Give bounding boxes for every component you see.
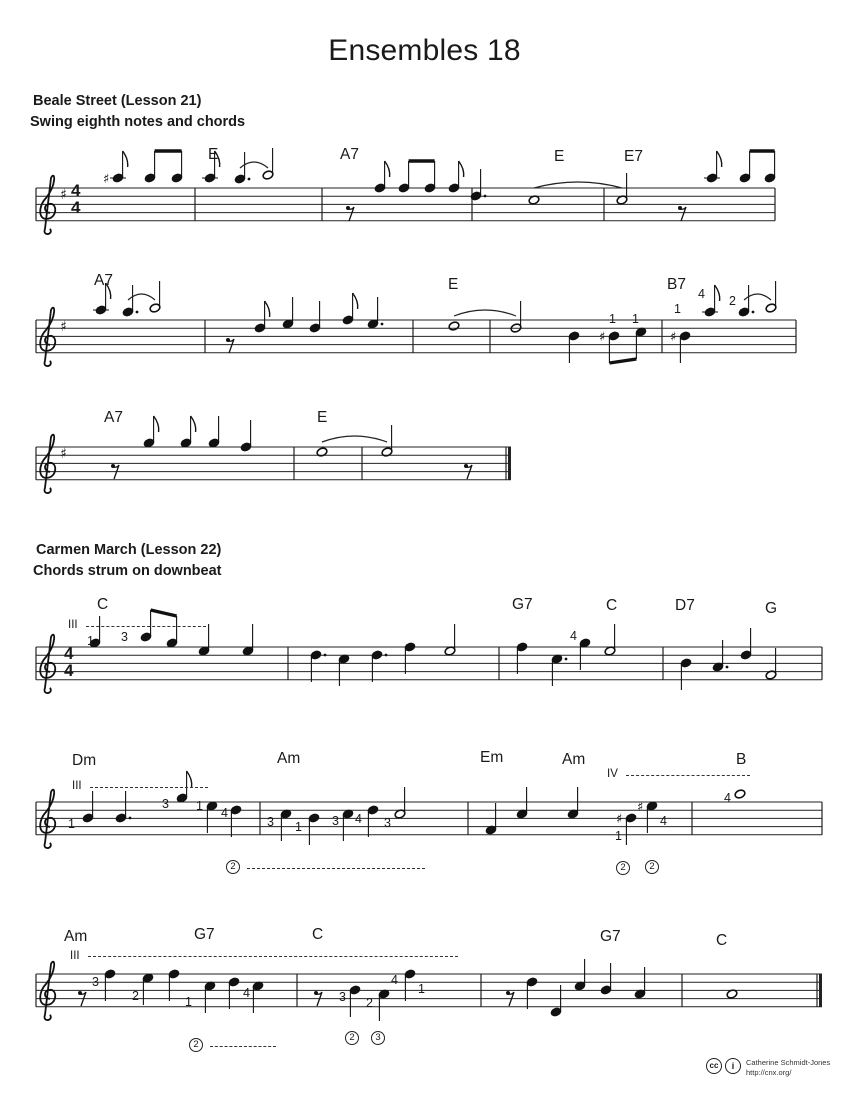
chord-symbol: C (606, 597, 618, 614)
carmen-heading: Carmen March (Lesson 22) (36, 542, 222, 558)
fingering-number: 2 (729, 294, 736, 308)
fingering-number: 1 (615, 829, 622, 843)
fingering-number: 4 (221, 806, 228, 820)
beale-heading: Beale Street (Lesson 21) (33, 93, 202, 109)
fingering-number: 1 (418, 982, 425, 996)
key-signature-sharp-icon: ♯ (60, 187, 67, 203)
fingering-number: 4 (243, 986, 250, 1000)
music-note (739, 151, 751, 183)
music-note (342, 809, 354, 841)
staff (36, 447, 511, 480)
fingering-number: 4 (724, 791, 731, 805)
chord-symbol: B7 (667, 276, 686, 293)
music-note (280, 809, 292, 841)
chord-symbol: E7 (624, 148, 643, 165)
music-note (599, 330, 620, 363)
tie-slur (534, 182, 622, 188)
position-extension-line (88, 956, 458, 957)
music-note (122, 285, 138, 317)
music-note (371, 650, 387, 682)
fingering-number: 3 (339, 990, 346, 1004)
fingering-number: 1 (185, 995, 192, 1009)
final-barline (819, 974, 822, 1007)
attribution-icon: i (725, 1058, 741, 1074)
music-note (204, 981, 216, 1013)
position-marker: III (70, 950, 80, 962)
music-note (444, 624, 456, 656)
music-note (252, 981, 264, 1013)
music-note (485, 803, 497, 835)
carmen-time-sig-top: 4 (64, 644, 74, 663)
svg-text:♯: ♯ (637, 800, 644, 815)
position-extension-line (90, 787, 208, 788)
music-note (394, 787, 406, 819)
music-note (378, 989, 390, 1021)
music-note (704, 151, 722, 183)
music-note (738, 285, 754, 317)
chord-symbol: Am (64, 928, 88, 945)
music-note (166, 616, 178, 648)
music-note (367, 297, 383, 329)
chord-symbol: G7 (600, 928, 621, 945)
chord-symbol: A7 (340, 146, 359, 163)
music-note (282, 297, 294, 329)
final-barline (508, 447, 511, 480)
fingering-number: 3 (267, 815, 274, 829)
svg-text:♯: ♯ (599, 330, 606, 345)
eighth-rest-icon (346, 206, 354, 221)
string-number-circle: 3 (371, 1031, 385, 1045)
music-note (516, 787, 528, 819)
music-note (670, 330, 691, 363)
chord-symbol: D7 (675, 597, 695, 614)
staff (36, 802, 822, 835)
fingering-number: 2 (366, 996, 373, 1010)
chord-symbol: Am (562, 751, 586, 768)
music-note (349, 985, 361, 1017)
music-note (230, 805, 242, 837)
music-note (103, 151, 128, 187)
music-note (404, 642, 416, 674)
music-note (262, 148, 274, 180)
music-note (168, 969, 180, 1001)
music-note (142, 973, 154, 1005)
string-number-circle: 2 (616, 861, 630, 875)
music-note (240, 420, 252, 452)
position-extension-line (626, 775, 750, 776)
music-note (228, 977, 240, 1009)
music-note (198, 624, 210, 656)
music-note (579, 638, 591, 670)
music-note (208, 416, 220, 448)
key-signature-sharp-icon: ♯ (60, 446, 67, 462)
music-note (448, 321, 460, 331)
chord-symbol: Dm (72, 752, 97, 769)
string-extension-line (210, 1046, 276, 1047)
music-note (634, 967, 646, 999)
author-credit: Catherine Schmidt-Jones (746, 1058, 831, 1067)
tie-slur (322, 436, 387, 442)
music-note (424, 161, 436, 193)
music-note (637, 800, 658, 833)
fingering-number: 3 (332, 814, 339, 828)
chord-symbol: A7 (104, 409, 123, 426)
eighth-rest-icon (678, 206, 686, 221)
tie-slur (454, 310, 516, 316)
string-number-circle: 2 (189, 1038, 203, 1052)
music-note (115, 791, 131, 823)
string-number-circle: 2 (345, 1031, 359, 1045)
music-note (734, 789, 746, 799)
music-note (567, 787, 579, 819)
music-note (144, 151, 156, 183)
svg-text:♯: ♯ (103, 172, 110, 187)
music-note (234, 152, 250, 184)
music-note (600, 963, 612, 995)
position-marker: III (68, 619, 78, 631)
music-note (740, 628, 752, 660)
music-note (398, 161, 410, 193)
fingering-number: 4 (391, 973, 398, 987)
fingering-number: 2 (132, 989, 139, 1003)
fingering-number: 1 (609, 312, 616, 326)
music-note (206, 801, 218, 833)
source-url: http://cnx.org/ (746, 1068, 792, 1077)
staff (36, 188, 775, 221)
position-marker: IV (607, 768, 618, 780)
music-note (242, 624, 254, 656)
string-number-circle: 2 (226, 860, 240, 874)
creative-commons-icon: cc (706, 1058, 722, 1074)
music-note (470, 169, 486, 201)
fingering-number: 1 (295, 820, 302, 834)
music-note (712, 640, 728, 672)
music-note (568, 331, 580, 363)
position-marker: III (72, 780, 82, 792)
beale-subheading: Swing eighth notes and chords (30, 114, 246, 130)
beam (151, 610, 177, 616)
fingering-number: 3 (92, 975, 99, 989)
beale-time-sig-top: 4 (71, 181, 81, 200)
music-note (180, 416, 196, 448)
music-note (338, 654, 350, 686)
music-note (765, 648, 777, 680)
music-note (308, 813, 320, 845)
carmen-time-sig-bottom: 4 (64, 661, 74, 680)
music-note (550, 985, 562, 1017)
chord-symbol: E (448, 276, 459, 293)
fingering-number: 1 (196, 799, 203, 813)
fingering-number: 4 (355, 812, 362, 826)
music-note (367, 805, 379, 837)
chord-symbol: G7 (512, 596, 533, 613)
music-note (516, 642, 528, 674)
beam (609, 359, 636, 363)
music-note (764, 151, 776, 183)
music-note (635, 327, 647, 359)
music-note (310, 650, 326, 682)
staff (36, 644, 822, 680)
music-note (309, 301, 321, 333)
chord-symbol: B (736, 751, 747, 768)
fingering-number: 3 (121, 630, 128, 644)
position-extension-line (86, 626, 206, 627)
key-signature-sharp-icon: ♯ (60, 319, 67, 335)
chord-symbol: G7 (194, 926, 215, 943)
chord-symbol: Am (277, 750, 301, 767)
fingering-number: 1 (674, 302, 681, 316)
beale-time-sig-bottom: 4 (71, 198, 81, 217)
chord-symbol: A7 (94, 272, 113, 289)
chord-symbol: C (97, 596, 109, 613)
fingering-number: 1 (632, 312, 639, 326)
page-title: Ensembles 18 (328, 34, 521, 67)
string-extension-line (247, 868, 425, 869)
chord-symbol: E (554, 148, 565, 165)
chord-symbol: C (312, 926, 324, 943)
music-note (171, 151, 183, 183)
music-note (526, 977, 538, 1009)
string-number-circle: 2 (645, 860, 659, 874)
chord-symbol: Em (480, 749, 504, 766)
music-note (616, 173, 628, 205)
chord-symbol: E (317, 409, 328, 426)
music-note (82, 791, 94, 823)
fingering-number: 1 (68, 817, 75, 831)
carmen-subheading: Chords strum on downbeat (33, 563, 222, 579)
fingering-number: 4 (570, 629, 577, 643)
svg-text:♯: ♯ (670, 330, 677, 345)
fingering-number: 3 (384, 816, 391, 830)
chord-symbol: E (208, 146, 219, 163)
staff (36, 974, 822, 1007)
chord-symbol: G (765, 600, 778, 617)
music-note (604, 624, 616, 656)
music-note (404, 969, 416, 1001)
chord-symbol: C (716, 932, 728, 949)
music-note (551, 654, 567, 686)
fingering-number: 4 (698, 287, 705, 301)
fingering-number: 1 (87, 634, 94, 648)
music-note (104, 969, 116, 1001)
svg-text:♯: ♯ (616, 812, 623, 827)
fingering-number: 3 (162, 797, 169, 811)
fingering-number: 4 (660, 814, 667, 828)
music-note (574, 959, 586, 991)
music-note (680, 658, 692, 690)
eighth-rest-icon (226, 338, 234, 353)
music-note (143, 416, 159, 448)
